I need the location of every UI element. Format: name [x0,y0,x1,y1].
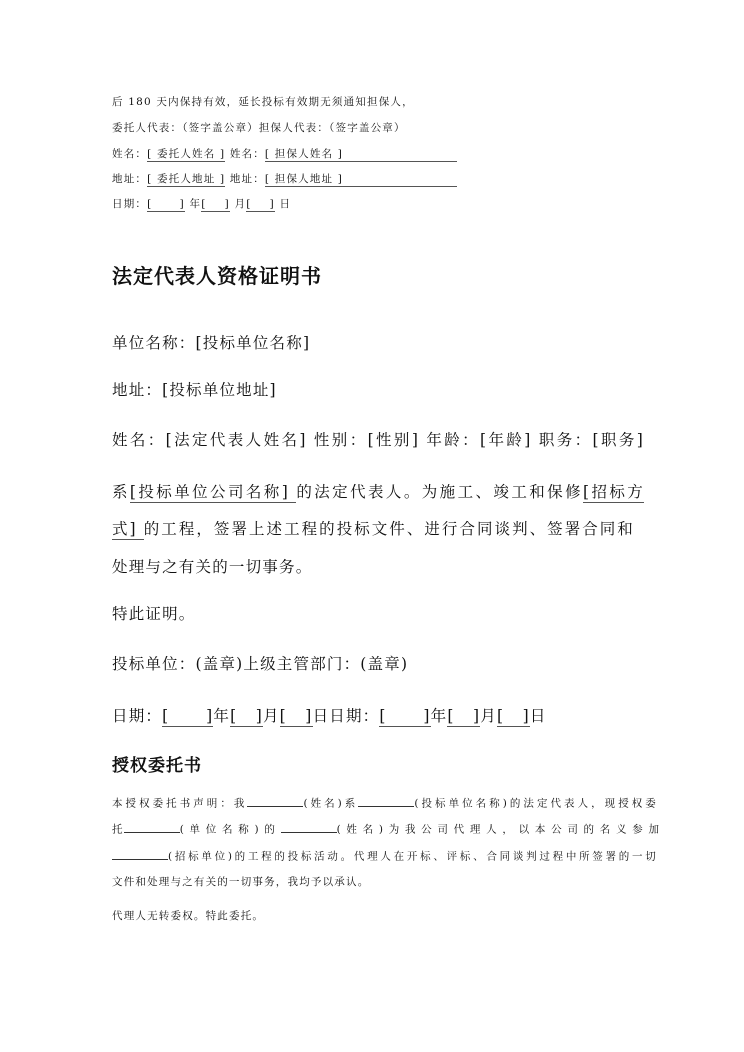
seals-line [112,652,408,674]
text-segment: 特此证明。 [112,605,196,623]
address-line [112,378,277,400]
text-segment: 文件和处理与之有关的一切事务，我均予以承认。 [112,876,370,888]
text-segment: 地址： [225,173,265,185]
placeholder-field: 式] [112,520,144,538]
certificate-dates-line [112,704,547,726]
authorization-title: 授权委托书 [112,756,202,776]
text-segment: 的工程，签署上述工程的投标文件、进行合同谈判、签署合同和 [143,520,635,538]
placeholder-field: [ 担保人地址 ] [264,173,457,185]
placeholder-field: [ ] [230,707,263,725]
placeholder-field: [投标单位公司名称] [129,483,297,501]
blank-field [281,821,337,833]
authorization-line [112,821,661,837]
placeholder-field: [招标方 [582,483,644,501]
placeholder-field: [ 委托人地址 ] [147,173,226,185]
authorization-line [112,874,369,889]
text-segment: 日 [274,198,292,210]
text-segment: 年 [213,707,231,725]
validity-line [112,94,414,109]
text-segment: (招标单位)的工程的投标活动。代理人在开标、评标、合同谈判过程中所签署的一切 [168,850,657,863]
placeholder-field: [ 委托人姓名 ] [147,148,226,160]
text-segment: 本授权委托书声明：我 [112,797,248,810]
text-segment: 年 [184,198,202,210]
text-segment: 年 [430,707,448,725]
text-segment: 系 [112,483,130,501]
text-segment: 单位名称：[投标单位名称] [112,334,311,352]
text-segment: 日期： [112,707,163,725]
text-segment: 委托人代表：（签字盖公章）担保人代表：（签字盖公章） [112,122,406,134]
text-segment: (姓名)系 [303,797,359,810]
text-segment: 姓名：[法定代表人姓名] 性别：[性别] 年龄：[年龄] 职务：[职务] [112,431,644,449]
text-segment: ( 单 位 名 称 ) 的 [179,823,281,836]
addresses-line [112,171,457,186]
text-segment: 月 [262,707,280,725]
text-segment: 月 [229,198,247,210]
paragraph-line [112,480,644,502]
paragraph-line [112,555,312,577]
text-segment: 后 180 天内保持有效，延长投标有效期无须通知担保人， [112,96,414,108]
unit-name-line [112,331,310,353]
text-segment: 日 [529,707,547,725]
text-segment: 代理人无转委权。特此委托。 [112,910,265,922]
text-segment: 日期： [112,198,148,210]
blank-field [358,795,414,807]
authorization-line [112,848,657,864]
text-segment: 托 [112,823,124,836]
paragraph-line [112,517,634,539]
text-segment: (投标单位名称)的法定代表人，现授权委 [414,797,657,810]
text-segment: 地址： [112,173,148,185]
placeholder-field: [ ] [279,707,313,725]
blank-field [247,795,303,807]
attest-line [112,602,196,624]
placeholder-field: [ 担保人姓名 ] [264,148,457,160]
names-line [112,146,457,161]
text-segment: 处理与之有关的一切事务。 [112,558,313,576]
text-segment: ( 姓 名 ) 为 我 公 司 代 理 人 ， 以 本 公 司 的 名 义 参 加 [336,823,661,836]
text-segment: 地址：[投标单位地址] [112,381,277,399]
blank-field [112,848,168,860]
placeholder-field: [ ] [447,707,481,725]
blank-field [124,821,180,833]
placeholder-field: [ ] [162,707,214,725]
authorization-line [112,795,657,811]
placeholder-field: [ ] [147,198,185,210]
placeholder-field: [ ] [496,707,530,725]
representatives-line [112,120,406,135]
text-segment: 投标单位：(盖章)上级主管部门：(盖章) [112,655,409,673]
placeholder-field: [ ] [201,198,230,210]
text-segment: 姓名： [112,148,148,160]
certificate-title: 法定代表人资格证明书 [112,264,322,288]
text-segment: 月 [480,707,497,725]
person-line [112,428,644,450]
guarantee-date-line [112,196,291,211]
text-segment: 姓名： [225,148,265,160]
text-segment: 的法定代表人。为施工、竣工和保修 [296,483,583,501]
placeholder-field: [ ] [379,707,431,725]
authorization-line [112,908,264,923]
placeholder-field: [ ] [246,198,275,210]
text-segment: 日日期： [312,707,380,725]
